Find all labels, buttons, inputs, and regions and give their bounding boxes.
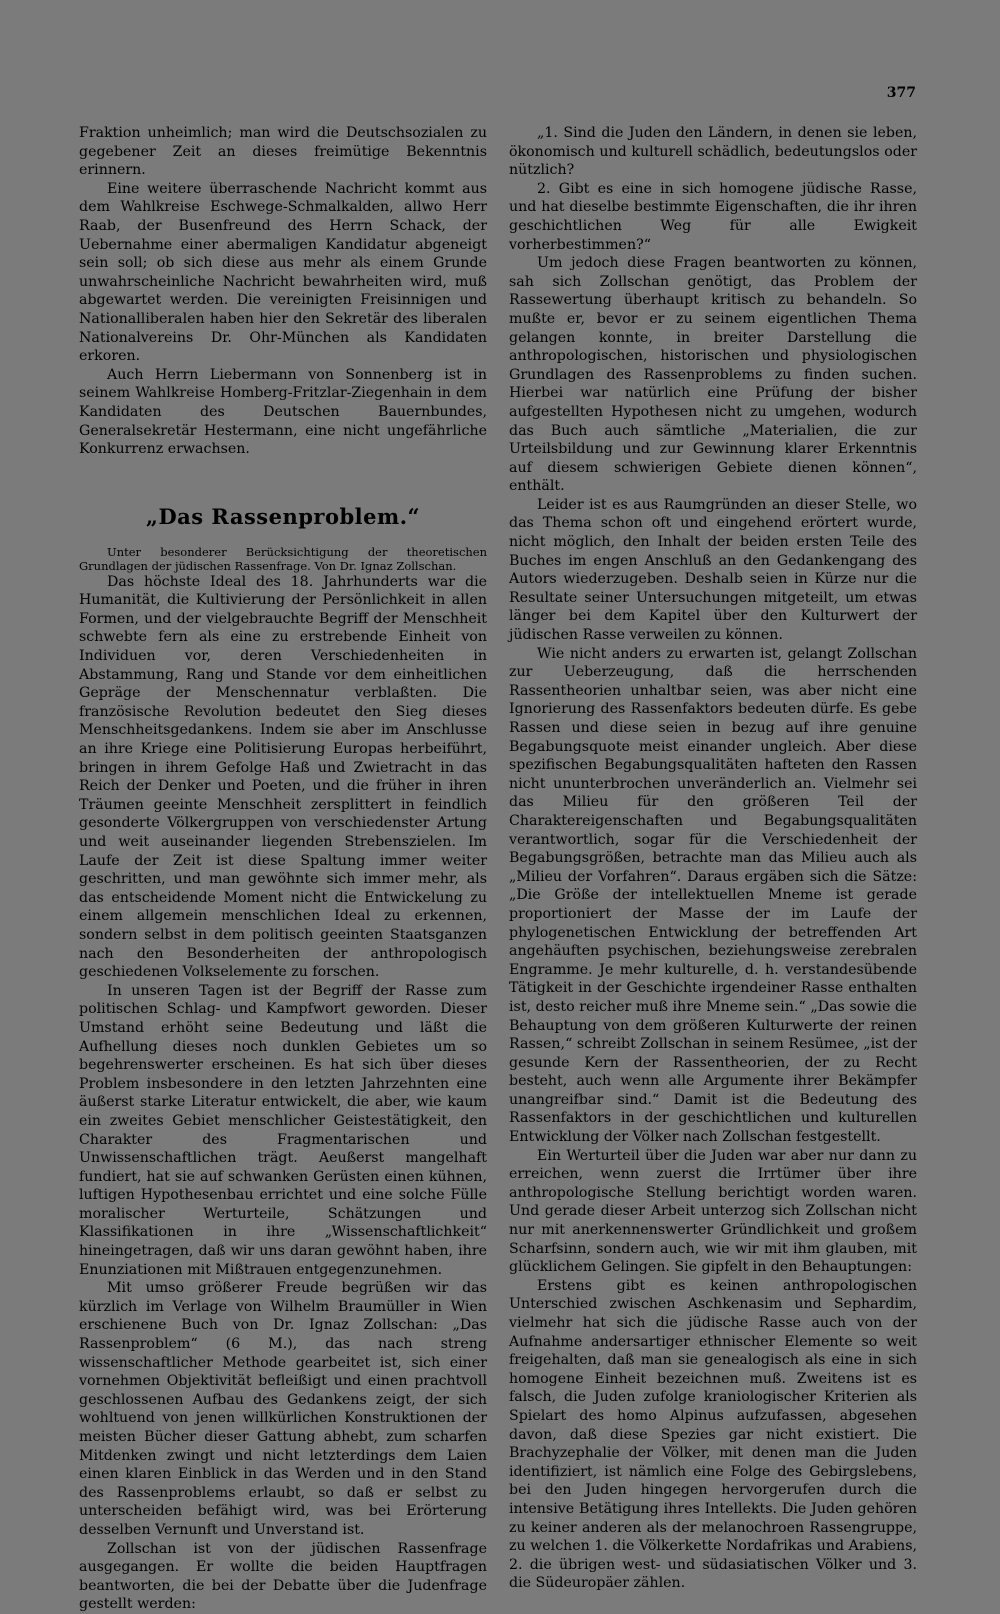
paragraph: Wie nicht anders zu erwarten ist, gelangt Zollschan zur Ueberzeugung, daß die herrschenden Rassentheorien unhaltbar seien, was aber nicht eine Ignorierung des Rassenfaktors bedeuten dürfe. Es gebe Rassen und diese seien in bezug auf ihre genuine Begabungsquote meist einander ungleich. Aber diese spezifischen Begabungsqualitäten hafteten den Rassen nicht ununterbrochen unveränderlich an. Vielmehr sei das Milieu für den größeren Teil der Charaktereigenschaften und Begabungsqualitäten verantwortlich, sogar für die Verschiedenheit der Begabungsgrößen, betrachte man das Milieu auch als „Milieu der Vorfahren“. Daraus ergäben sich die Sätze: „Die Größe der intellektuellen Mneme ist gerade proportioniert der Masse der im Laufe der phylogenetischen Entwicklung der betreffenden Art angehäuften psychischen, beziehungsweise zerebralen Engramme. Je mehr kulturelle, d. h. verstandesübende Tätigkeit in der Geschichte irgendeiner Rasse enthalten ist, desto reicher muß ihre Mneme sein.“ „Das sowie die Behauptung von dem größeren Kulturwerte der reinen Rassen,“ schreibt Zollschan in seinem Resümee, „ist der gesunde Kern der Rassentheorien, der zu Recht besteht, auch wenn alle Argumente ihrer Bekämpfer unangreifbar sind.“ Damit ist die Bedeutung des Rassenfaktors in der geschichtlichen und kulturellen Entwicklung der Völker nach Zollschan festgestellt.	[509, 645, 917, 1146]
paragraph: Fraktion unheimlich; man wird die Deutschsozialen zu gegebener Zeit an dieses freimütige Bekenntnis erinnern.	[79, 125, 487, 179]
paragraph: Eine weitere überraschende Nachricht kommt aus dem Wahlkreise Eschwege-Schmalkalden, allwo Herr Raab, der Busenfreund des Herrn Schack, der Uebernahme einer abermaligen Kandidatur abgeneigt sein soll; ob sich diese aus mehr als einem Grunde unwahrscheinliche Nachricht bewahrheiten wird, muß abgewartet werden. Die vereinigten Freisinnigen und Nationalliberalen haben hier den Sekretär des liberalen Nationalvereins Dr. Ohr-München als Kandidaten erkoren.	[79, 180, 487, 365]
paragraph: Auch Herrn Liebermann von Sonnenberg ist in seinem Wahlkreise Homberg-Fritzlar-Ziegenhain in dem Kandidaten des Deutschen Bauernbundes, Generalsekretär Hestermann, eine nicht ungefährliche Konkurrenz erwachsen.	[79, 366, 487, 458]
left-column	[79, 124, 487, 1614]
paragraph: Erstens gibt es keinen anthropologischen Unterschied zwischen Aschkenasim und Sephardim, vielmehr hat sich die jüdische Rasse auch von der Aufnahme andersartiger ethnischer Elemente so weit freigehalten, daß man sie genealogisch als eine in sich homogene Einheit bezeichnen muß. Zweitens ist es falsch, die Juden zufolge kraniologischer Kriterien als Spielart des homo Alpinus aufzufassen, abgesehen davon, daß diese Spezies gar nicht existiert. Die Brachyzephalie der Völker, mit denen man die Juden identifiziert, ist nämlich eine Folge des Gebirgslebens, bei den Juden hingegen hervorgerufen durch die intensive Betätigung ihres Intellekts. Die Juden gehören zu keiner anderen als der melanochroen Rassengruppe, zu welchen 1. die Völkerkette Nordafrikas und Arabiens, 2. die übrigen west- und südasiatischen Völker und 3. die Südeuropäer zählen.	[509, 1277, 917, 1592]
right-column	[509, 124, 917, 1593]
paragraph: 2. Gibt es eine in sich homogene jüdische Rasse, und hat dieselbe bestimmte Eigenschaften, die ihr ihren geschichtlichen Weg für alle Ewigkeit vorherbestimmen?“	[509, 180, 917, 253]
paragraph: Um jedoch diese Fragen beantworten zu können, sah sich Zollschan genötigt, das Problem der Rassewertung überhaupt kritisch zu behandeln. So mußte er, bevor er zu seinem eigentlichen Thema gelangen konnte, in breiter Darstellung die anthropologischen, historischen und physiologischen Grundlagen des Rassenproblems zu finden suchen. Hierbei war natürlich eine Prüfung der bisher aufgestellten Hypothesen nicht zu umgehen, wodurch das Buch auch sämtliche „Materialien, die zur Urteilsbildung und zur Gewinnung klarer Erkenntnis auf diesem schwierigen Gebiete dienen können“, enthält.	[509, 255, 917, 495]
paragraph: „1. Sind die Juden den Ländern, in denen sie leben, ökonomisch und kulturell schädlich, bedeutungslos oder nützlich?	[509, 125, 917, 179]
page-number: 377	[886, 85, 916, 101]
paragraph: Leider ist es aus Raumgründen an dieser Stelle, wo das Thema schon oft und eingehend erörtert wurde, nicht möglich, den Inhalt der beiden ersten Teile des Buches im engen Anschluß an den Gedankengang des Autors wiederzugeben. Deshalb seien in Kürze nur die Resultate seiner Untersuchungen mitgeteilt, um etwas länger bei dem Kapitel über den Kulturwert der jüdischen Rasse verweilen zu können.	[509, 496, 917, 644]
paragraph: Zollschan ist von der jüdischen Rassenfrage ausgegangen. Er wollte die beiden Hauptfragen beantworten, die bei der Debatte über die Judenfrage gestellt werden:	[79, 1540, 487, 1613]
paragraph: Mit umso größerer Freude begrüßen wir das kürzlich im Verlage von Wilhelm Braumüller in Wien erschienene Buch von Dr. Ignaz Zollschan: „Das Rassenproblem“ (6 M.), das nach streng wissenschaftlicher Methode gearbeitet ist, sich einer vornehmen Objektivität befleißigt und einen prachtvoll geschlossenen Aufbau des Gedankens zeigt, der sich wohltuend von jenen willkürlichen Konstruktionen der meisten Bücher dieser Gattung abhebt, zum scharfen Mitdenken zwingt und nicht letzterdings dem Laien einen klaren Einblick in das Werden und in den Stand des Rassenproblems erlaubt, so daß er selbst zu unterscheiden befähigt wird, was bei Erörterung desselben Vernunft und Unverstand ist.	[79, 1280, 487, 1538]
paragraph: Das höchste Ideal des 18. Jahrhunderts war die Humanität, die Kultivierung der Persönlichkeit in allen Formen, und der vielgebrauchte Begriff der Menschheit schwebte fern als eine zu erstrebende Einheit von Individuen vor, deren Verschiedenheiten in Abstammung, Rang und Stande vor dem einheitlichen Gepräge der Menschennatur verblaßten. Die französische Revolution bedeutet den Sieg dieses Menschheitsgedankens. Indem sie aber im Anschlusse an ihre Kriege eine Politisierung Europas herbeiführt, bringen in ihrem Gefolge Haß und Zwietracht in das Reich der Denker und Poeten, und die früher in ihren Träumen geeinte Menschheit zersplittert in feindlich gesonderte Völkergruppen von verschiedenster Artung und weit auseinander liegenden Strebenszielen. Im Laufe der Zeit ist diese Spaltung immer weiter geschritten, und man gewöhnte sich immer mehr, als das entscheidende Moment nicht die Entwickelung zu einem allgemein menschlichen Ideal zu erkennen, sondern selbst in dem politisch geeinten Staatsganzen nach den Besonderheiten der anthropologisch geschiedenen Volkselemente zu forschen.	[79, 573, 487, 981]
paragraph: In unseren Tagen ist der Begriff der Rasse zum politischen Schlag- und Kampfwort geworden. Dieser Umstand erhöht seine Bedeutung und läßt die Aufhellung dieses noch dunklen Gebietes um so begehrenswerter erscheinen. Es hat sich über dieses Problem insbesondere in den letzten Jahrzehnten eine äußerst starke Literatur entwickelt, die aber, wie kaum ein zweites Gebiet menschlicher Geistestätigkeit, den Charakter des Fragmentarischen und Unwissenschaftlichen trägt. Aeußerst mangelhaft fundiert, hat sie auf schwanken Gerüsten einen kühnen, luftigen Hypothesenbau errichtet und eine solche Fülle moralischer Werturteile, Schätzungen und Klassifikationen in ihre „Wissenschaftlichkeit“ hineingetragen, daß wir uns daran gewöhnt haben, ihre Enunziationen mit Mißtrauen entgegenzunehmen.	[79, 982, 487, 1278]
paragraph: Ein Werturteil über die Juden war aber nur dann zu erreichen, wenn zuerst die Irrtümer über ihre anthropologische Stellung berichtigt worden waren. Und gerade dieser Arbeit unterzog sich Zollschan nicht nur mit anerkennenswerter Gründlichkeit und großem Scharfsinn, sondern auch, wie wir mit ihm glauben, mit glücklichem Gelingen. Sie gipfelt in den Behauptungen:	[509, 1147, 917, 1276]
article-title: „Das Rassenproblem.“	[145, 503, 421, 529]
article-subtitle: Unter besonderer Berücksichtigung der theoretischen Grundlagen der jüdischen Rassenfrage. Von Dr. Ignaz Zollschan.	[79, 544, 487, 573]
